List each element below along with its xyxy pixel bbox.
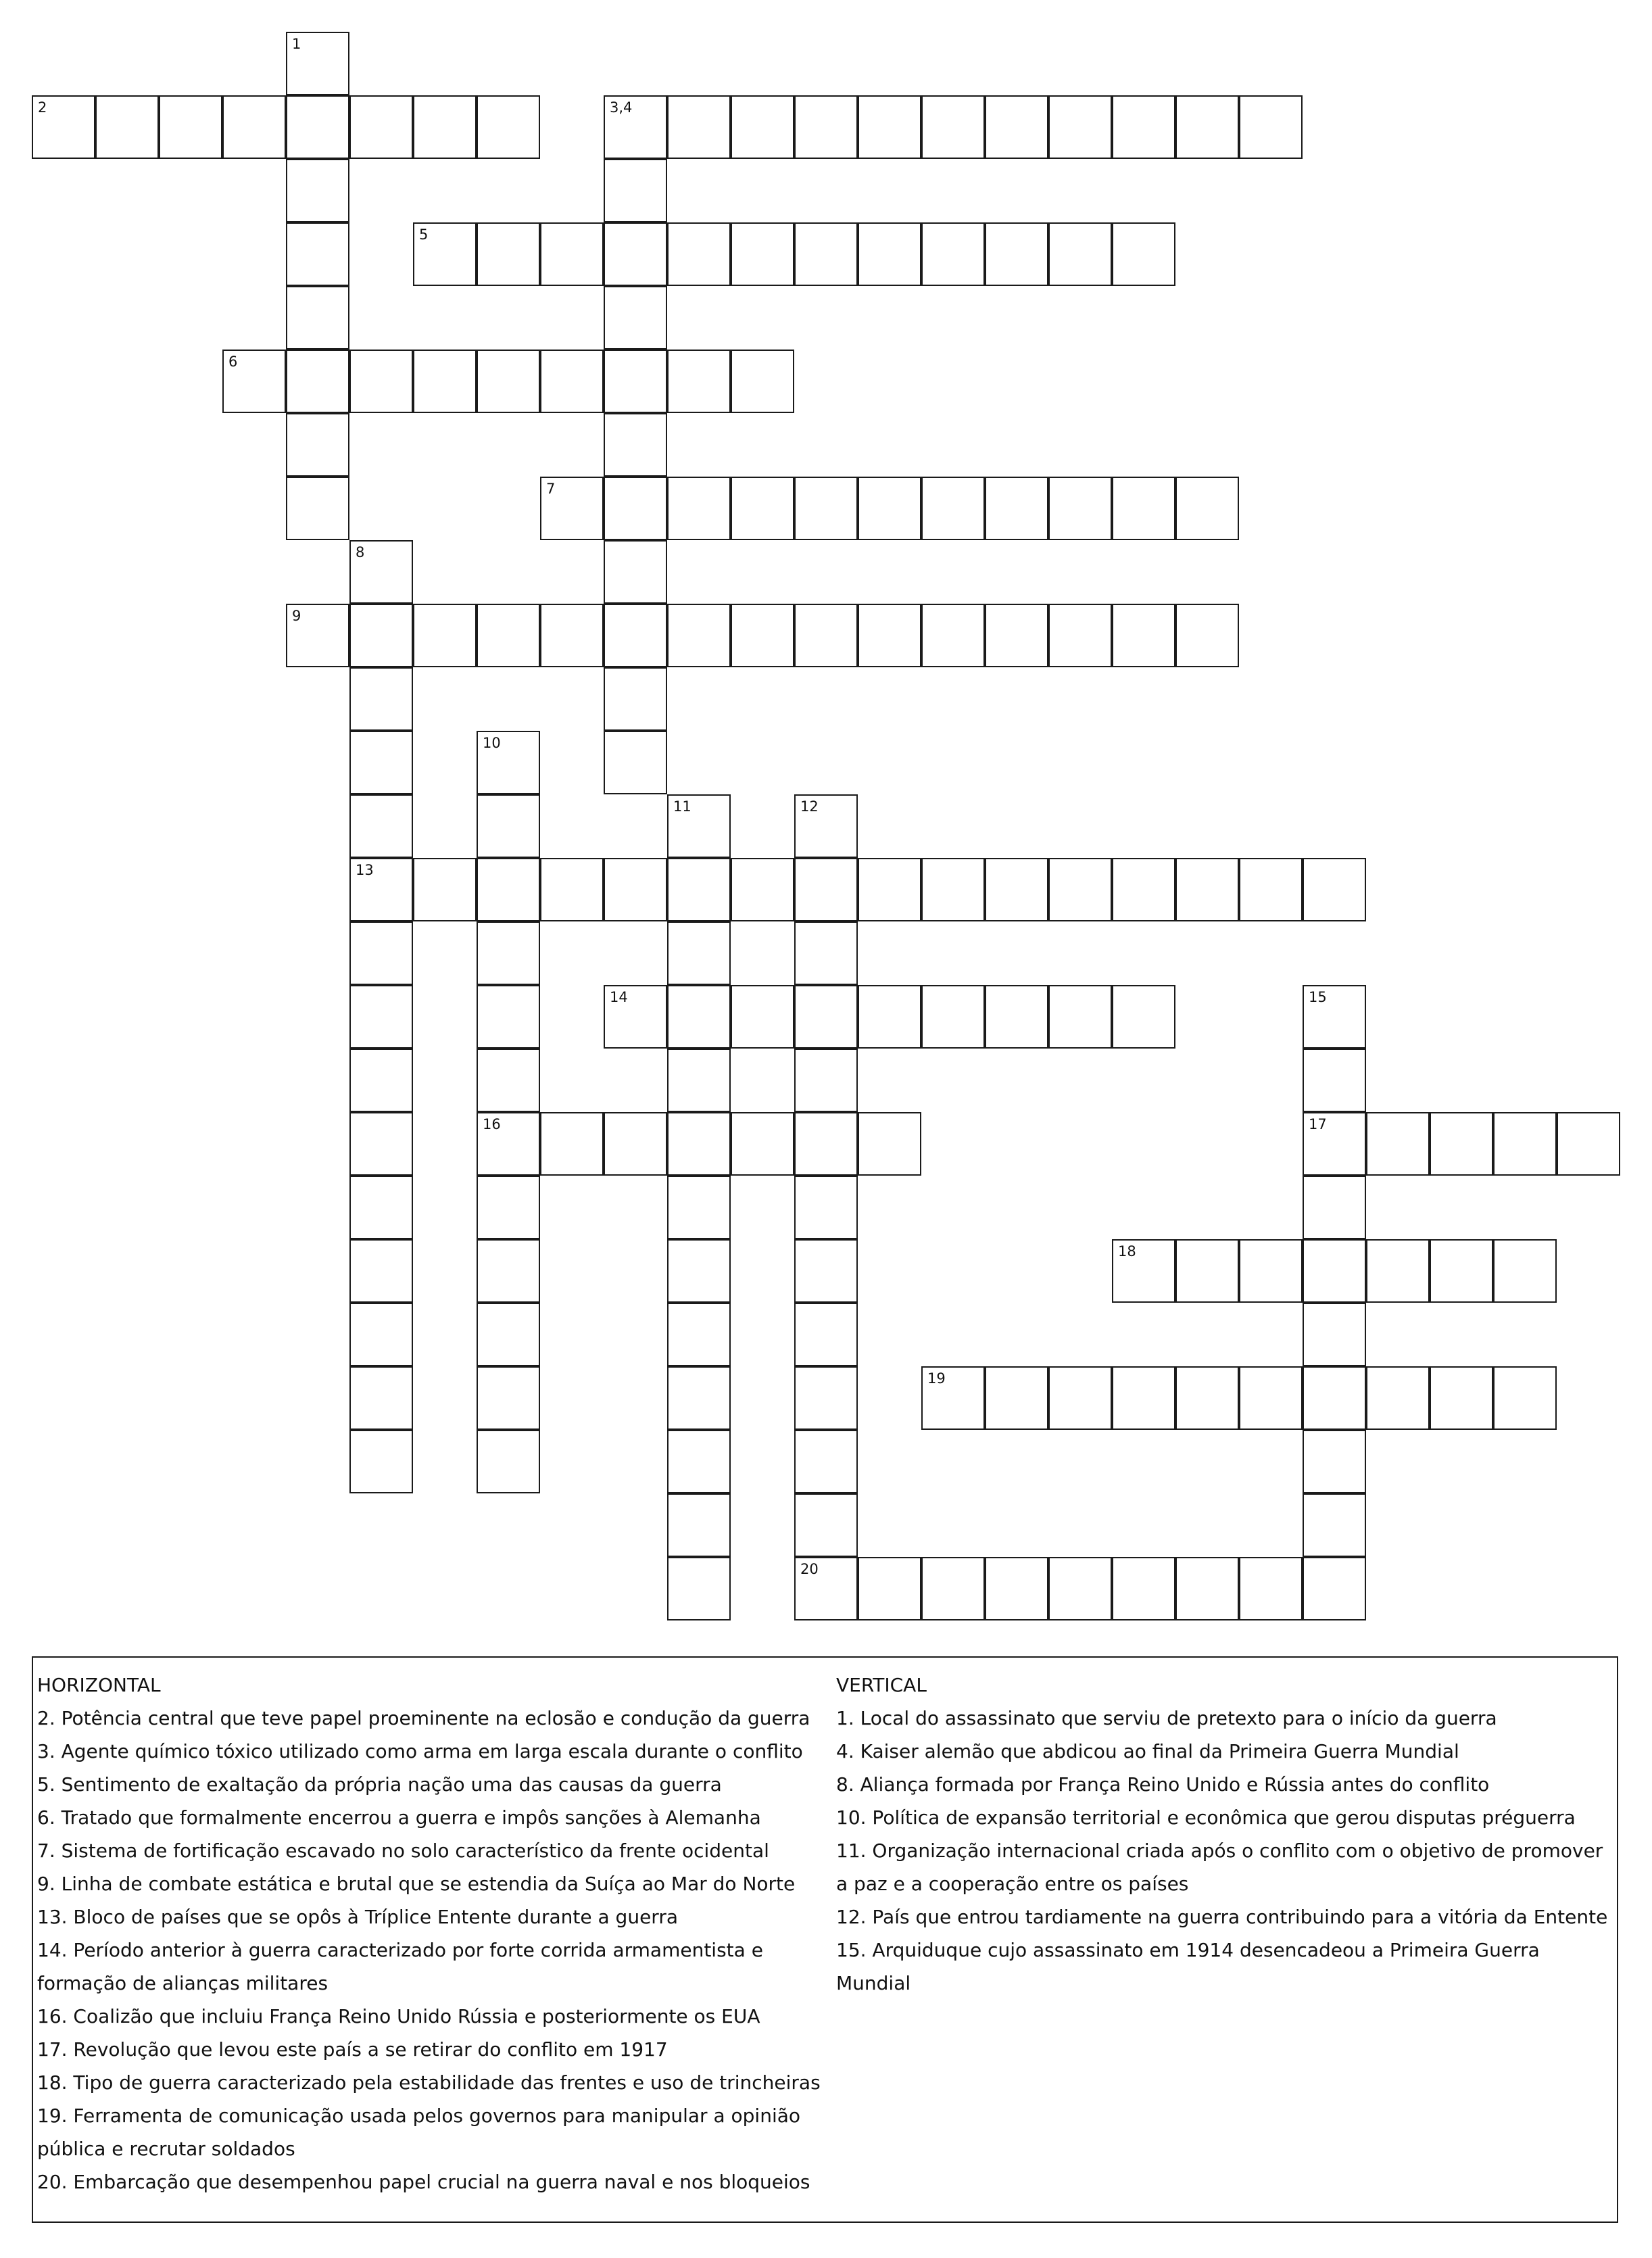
clue-horizontal-17: 17. Revolução que levou este país a se retirar do conflito em 1917 (37, 2038, 668, 2061)
grid-cell[interactable] (413, 222, 477, 286)
grid-cell[interactable] (349, 731, 413, 794)
grid-cell[interactable] (604, 413, 667, 477)
clue-number: 14 (610, 989, 628, 1005)
grid-cell[interactable] (604, 1112, 667, 1176)
grid-cell[interactable] (794, 1049, 858, 1112)
grid-cell[interactable] (731, 477, 794, 540)
clue-number: 12 (800, 798, 819, 815)
grid-cell[interactable] (604, 667, 667, 731)
grid-cell[interactable] (1303, 1049, 1366, 1112)
grid-cell[interactable] (286, 222, 349, 286)
grid-cell[interactable] (1430, 1239, 1493, 1303)
clue-number: 5 (419, 226, 429, 243)
grid-cell[interactable] (349, 985, 413, 1049)
grid-cell[interactable] (540, 477, 604, 540)
grid-cell[interactable] (794, 1239, 858, 1303)
clue-horizontal-5: 5. Sentimento de exaltação da própria nação uma das causas da guerra (37, 1773, 722, 1796)
clue-horizontal-7: 7. Sistema de fortificação escavado no solo característico da frente ocidental (37, 1840, 769, 1862)
grid-cell[interactable] (921, 477, 985, 540)
clue-number: 10 (483, 735, 501, 751)
grid-cell[interactable] (858, 1557, 921, 1620)
grid-cell[interactable] (1112, 477, 1175, 540)
clue-vertical-15: 15. Arquiduque cujo assassinato em 1914 desencadeou a Primeira Guerra Mundial (836, 1939, 1540, 1994)
grid-cell[interactable] (794, 985, 858, 1049)
grid-cell[interactable] (413, 858, 477, 921)
grid-cell[interactable] (349, 95, 413, 159)
grid-cell[interactable] (794, 222, 858, 286)
grid-cell[interactable] (604, 159, 667, 222)
grid-cell[interactable] (794, 1557, 858, 1620)
grid-cell[interactable] (921, 858, 985, 921)
grid-cell[interactable] (540, 604, 604, 667)
clue-number: 8 (356, 544, 365, 560)
grid-cell[interactable] (858, 604, 921, 667)
grid-cell[interactable] (604, 95, 667, 159)
clue-number: 20 (800, 1561, 819, 1577)
grid-cell[interactable] (477, 731, 540, 794)
grid-cell[interactable] (1112, 858, 1175, 921)
grid-cell[interactable] (858, 477, 921, 540)
grid-cell[interactable] (349, 1303, 413, 1366)
clue-horizontal-3: 3. Agente químico tóxico utilizado como arma em larga escala durante o conflito (37, 1740, 803, 1762)
horizontal-heading: HORIZONTAL (37, 1674, 161, 1696)
grid-cell[interactable] (413, 604, 477, 667)
clue-number: 15 (1309, 989, 1327, 1005)
clue-number: 3,4 (610, 99, 633, 116)
grid-cell[interactable] (1048, 858, 1112, 921)
grid-cell[interactable] (222, 350, 286, 413)
grid-cell[interactable] (667, 794, 731, 858)
grid-cell[interactable] (1175, 1366, 1239, 1430)
grid-cell[interactable] (349, 1176, 413, 1239)
grid-cell[interactable] (921, 1366, 985, 1430)
grid-cell[interactable] (349, 1366, 413, 1430)
grid-cell[interactable] (1303, 1366, 1366, 1430)
grid-cell[interactable] (1239, 1557, 1303, 1620)
grid-cell[interactable] (667, 1176, 731, 1239)
grid-cell[interactable] (794, 1430, 858, 1493)
grid-cell[interactable] (413, 350, 477, 413)
grid-cell[interactable] (794, 794, 858, 858)
grid-cell[interactable] (286, 286, 349, 350)
grid-cell[interactable] (477, 1366, 540, 1430)
grid-cell[interactable] (1048, 1557, 1112, 1620)
clue-panel (32, 1656, 1618, 2223)
grid-cell[interactable] (349, 921, 413, 985)
grid-cell[interactable] (1557, 1112, 1620, 1176)
grid-cell[interactable] (1239, 858, 1303, 921)
grid-cell[interactable] (540, 350, 604, 413)
grid-cell[interactable] (1366, 1366, 1430, 1430)
grid-cell[interactable] (1493, 1366, 1557, 1430)
grid-cell[interactable] (731, 222, 794, 286)
grid-cell[interactable] (1175, 1557, 1239, 1620)
grid-cell[interactable] (1175, 95, 1239, 159)
clue-number: 6 (228, 354, 238, 370)
grid-cell[interactable] (477, 1176, 540, 1239)
grid-cell[interactable] (222, 95, 286, 159)
grid-cell[interactable] (286, 413, 349, 477)
grid-cell[interactable] (1112, 1557, 1175, 1620)
clue-number: 19 (927, 1370, 946, 1387)
clue-number: 7 (546, 481, 556, 497)
grid-cell[interactable] (794, 1176, 858, 1239)
grid-cell[interactable] (985, 604, 1048, 667)
grid-cell[interactable] (349, 350, 413, 413)
grid-cell[interactable] (1366, 1239, 1430, 1303)
grid-cell[interactable] (540, 858, 604, 921)
grid-cell[interactable] (1239, 1366, 1303, 1430)
clue-vertical-1: 1. Local do assassinato que serviu de pretexto para o início da guerra (836, 1707, 1497, 1729)
grid-cell[interactable] (1175, 858, 1239, 921)
grid-cell[interactable] (794, 858, 858, 921)
grid-cell[interactable] (477, 350, 540, 413)
horizontal-clues-column (37, 1668, 821, 2199)
grid-cell[interactable] (1493, 1112, 1557, 1176)
grid-cell[interactable] (858, 1112, 921, 1176)
clue-horizontal-6: 6. Tratado que formalmente encerrou a guerra e impôs sanções à Alemanha (37, 1806, 761, 1829)
grid-cell[interactable] (1303, 985, 1366, 1049)
grid-cell[interactable] (921, 95, 985, 159)
grid-cell[interactable] (985, 1366, 1048, 1430)
grid-cell[interactable] (667, 1493, 731, 1557)
grid-cell[interactable] (477, 222, 540, 286)
grid-cell[interactable] (1048, 985, 1112, 1049)
grid-cell[interactable] (159, 95, 222, 159)
vertical-clues-column (836, 1668, 1613, 2000)
grid-cell[interactable] (1303, 1557, 1366, 1620)
clue-horizontal-16: 16. Coalizão que incluiu França Reino Unido Rússia e posteriormente os EUA (37, 2005, 760, 2027)
grid-cell[interactable] (1303, 1176, 1366, 1239)
grid-cell[interactable] (667, 985, 731, 1049)
grid-cell[interactable] (477, 1430, 540, 1493)
clue-number: 9 (292, 608, 301, 624)
grid-cell[interactable] (794, 1112, 858, 1176)
clue-horizontal-2: 2. Potência central que teve papel proeminente na eclosão e condução da guerra (37, 1707, 810, 1729)
grid-cell[interactable] (667, 95, 731, 159)
clue-vertical-4: 4. Kaiser alemão que abdicou ao final da Primeira Guerra Mundial (836, 1740, 1459, 1762)
clue-number: 17 (1309, 1116, 1327, 1132)
grid-cell[interactable] (1303, 1112, 1366, 1176)
clue-number: 16 (483, 1116, 501, 1132)
grid-cell[interactable] (1175, 604, 1239, 667)
grid-cell[interactable] (1303, 1239, 1366, 1303)
grid-cell[interactable] (1112, 222, 1175, 286)
clue-horizontal-14: 14. Período anterior à guerra caracterizado por forte corrida armamentista e formação de alianças militares (37, 1939, 763, 1994)
grid-cell[interactable] (1430, 1112, 1493, 1176)
grid-cell[interactable] (286, 95, 349, 159)
grid-cell[interactable] (349, 1430, 413, 1493)
grid-cell[interactable] (794, 1493, 858, 1557)
grid-cell[interactable] (477, 1303, 540, 1366)
grid-cell[interactable] (1112, 985, 1175, 1049)
grid-cell[interactable] (32, 95, 95, 159)
grid-cell[interactable] (1303, 1430, 1366, 1493)
grid-cell[interactable] (1175, 477, 1239, 540)
grid-cell[interactable] (1493, 1239, 1557, 1303)
grid-cell[interactable] (1303, 1303, 1366, 1366)
grid-cell[interactable] (349, 858, 413, 921)
grid-cell[interactable] (604, 477, 667, 540)
grid-cell[interactable] (349, 667, 413, 731)
grid-cell[interactable] (604, 604, 667, 667)
grid-cell[interactable] (667, 1557, 731, 1620)
grid-cell[interactable] (794, 1303, 858, 1366)
grid-cell[interactable] (1430, 1366, 1493, 1430)
clue-number: 13 (356, 862, 374, 878)
grid-cell[interactable] (604, 985, 667, 1049)
grid-cell[interactable] (349, 794, 413, 858)
clue-vertical-11: 11. Organização internacional criada após o conflito com o objetivo de promover a paz e a cooperação entre os países (836, 1840, 1603, 1895)
clue-number: 1 (292, 36, 301, 52)
grid-cell[interactable] (540, 1112, 604, 1176)
grid-cell[interactable] (477, 1112, 540, 1176)
grid-cell[interactable] (731, 95, 794, 159)
grid-cell[interactable] (604, 731, 667, 794)
grid-cell[interactable] (1366, 1112, 1430, 1176)
grid-cell[interactable] (667, 858, 731, 921)
clue-horizontal-13: 13. Bloco de países que se opôs à Tríplice Entente durante a guerra (37, 1906, 678, 1928)
grid-cell[interactable] (95, 95, 159, 159)
grid-cell[interactable] (667, 222, 731, 286)
grid-cell[interactable] (286, 604, 349, 667)
grid-cell[interactable] (477, 1239, 540, 1303)
grid-cell[interactable] (731, 858, 794, 921)
grid-cell[interactable] (985, 222, 1048, 286)
grid-cell[interactable] (1048, 1366, 1112, 1430)
grid-cell[interactable] (604, 222, 667, 286)
grid-cell[interactable] (667, 604, 731, 667)
grid-cell[interactable] (413, 95, 477, 159)
grid-cell[interactable] (667, 1239, 731, 1303)
clue-number: 18 (1118, 1243, 1136, 1259)
clue-vertical-10: 10. Política de expansão territorial e econômica que gerou disputas préguerra (836, 1806, 1576, 1829)
grid-cell[interactable] (286, 350, 349, 413)
grid-cell[interactable] (731, 604, 794, 667)
grid-cell[interactable] (1112, 1239, 1175, 1303)
grid-cell[interactable] (985, 858, 1048, 921)
grid-cell[interactable] (858, 222, 921, 286)
grid-cell[interactable] (1048, 477, 1112, 540)
grid-cell[interactable] (985, 985, 1048, 1049)
grid-cell[interactable] (985, 95, 1048, 159)
grid-cell[interactable] (985, 1557, 1048, 1620)
grid-cell[interactable] (667, 921, 731, 985)
clue-vertical-12: 12. País que entrou tardiamente na guerra contribuindo para a vitória da Entente (836, 1906, 1608, 1928)
grid-cell[interactable] (1303, 858, 1366, 921)
grid-cell[interactable] (1239, 1239, 1303, 1303)
grid-cell[interactable] (1112, 604, 1175, 667)
grid-cell[interactable] (667, 1430, 731, 1493)
clue-horizontal-18: 18. Tipo de guerra caracterizado pela estabilidade das frentes e uso de trincheiras (37, 2071, 821, 2094)
clue-number: 2 (38, 99, 47, 116)
grid-cell[interactable] (794, 1366, 858, 1430)
vertical-heading: VERTICAL (836, 1674, 927, 1696)
grid-cell[interactable] (731, 985, 794, 1049)
grid-cell[interactable] (286, 477, 349, 540)
grid-cell[interactable] (604, 858, 667, 921)
grid-cell[interactable] (858, 985, 921, 1049)
grid-cell[interactable] (1048, 222, 1112, 286)
grid-cell[interactable] (349, 1239, 413, 1303)
grid-cell[interactable] (1048, 95, 1112, 159)
grid-cell[interactable] (794, 921, 858, 985)
grid-cell[interactable] (477, 985, 540, 1049)
grid-cell[interactable] (731, 1112, 794, 1176)
grid-cell[interactable] (731, 350, 794, 413)
grid-cell[interactable] (477, 794, 540, 858)
grid-cell[interactable] (349, 604, 413, 667)
grid-cell[interactable] (667, 1303, 731, 1366)
grid-cell[interactable] (604, 540, 667, 604)
grid-cell[interactable] (349, 1112, 413, 1176)
grid-cell[interactable] (858, 95, 921, 159)
grid-cell[interactable] (1112, 1366, 1175, 1430)
grid-cell[interactable] (286, 32, 349, 95)
grid-cell[interactable] (286, 159, 349, 222)
grid-cell[interactable] (794, 95, 858, 159)
grid-cell[interactable] (1239, 95, 1303, 159)
clue-horizontal-9: 9. Linha de combate estática e brutal que se estendia da Suíça ao Mar do Norte (37, 1873, 796, 1895)
grid-cell[interactable] (477, 1049, 540, 1112)
grid-cell[interactable] (921, 222, 985, 286)
grid-cell[interactable] (667, 350, 731, 413)
grid-cell[interactable] (1175, 1239, 1239, 1303)
grid-cell[interactable] (921, 604, 985, 667)
grid-cell[interactable] (604, 286, 667, 350)
grid-cell[interactable] (540, 222, 604, 286)
clue-horizontal-20: 20. Embarcação que desempenhou papel crucial na guerra naval e nos bloqueios (37, 2171, 810, 2193)
grid-cell[interactable] (667, 477, 731, 540)
clue-number: 11 (673, 798, 691, 815)
grid-cell[interactable] (604, 350, 667, 413)
grid-cell[interactable] (1112, 95, 1175, 159)
grid-cell[interactable] (794, 477, 858, 540)
grid-cell[interactable] (477, 858, 540, 921)
grid-cell[interactable] (1303, 1493, 1366, 1557)
grid-cell[interactable] (921, 1557, 985, 1620)
grid-cell[interactable] (985, 477, 1048, 540)
clue-vertical-8: 8. Aliança formada por França Reino Unido e Rússia antes do conflito (836, 1773, 1490, 1796)
grid-cell[interactable] (1048, 604, 1112, 667)
grid-cell[interactable] (349, 540, 413, 604)
clue-horizontal-19: 19. Ferramenta de comunicação usada pelos governos para manipular a opinião pública e recrutar soldados (37, 2105, 801, 2160)
grid-cell[interactable] (858, 858, 921, 921)
grid-cell[interactable] (921, 985, 985, 1049)
grid-cell[interactable] (667, 1049, 731, 1112)
grid-cell[interactable] (667, 1366, 731, 1430)
grid-cell[interactable] (477, 921, 540, 985)
grid-cell[interactable] (349, 1049, 413, 1112)
grid-cell[interactable] (667, 1112, 731, 1176)
grid-cell[interactable] (477, 95, 540, 159)
grid-cell[interactable] (794, 604, 858, 667)
grid-cell[interactable] (477, 604, 540, 667)
